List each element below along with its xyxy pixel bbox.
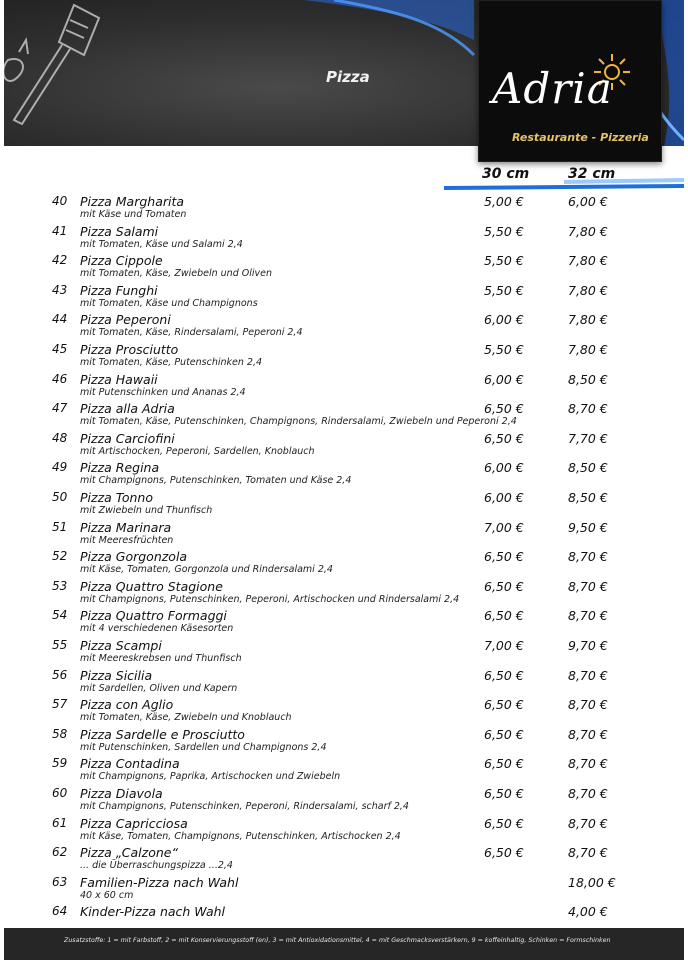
price-30cm: 6,50 € <box>484 608 524 624</box>
menu-item-name: Pizza „Calzone“ <box>80 845 178 861</box>
menu-item-number: 41 <box>52 223 68 238</box>
column-header-30cm: 30 cm <box>482 166 530 182</box>
menu-item-number: 53 <box>52 578 68 593</box>
price-32cm: 8,70 € <box>568 845 608 861</box>
price-30cm: 5,50 € <box>484 253 524 269</box>
menu-item-number: 40 <box>52 194 68 208</box>
menu-item-description: mit Tomaten, Käse, Putenschinken 2,4 <box>80 357 263 368</box>
menu-item-number: 46 <box>52 371 68 386</box>
menu-item-name: Pizza Capricciosa <box>80 815 188 831</box>
price-32cm: 7,80 € <box>568 342 608 357</box>
menu-item-number: 54 <box>52 608 68 623</box>
menu-item-description: mit Käse und Tomaten <box>80 209 187 220</box>
logo-subtitle: Restaurante - Pizzeria <box>512 131 649 144</box>
menu-item-name: Pizza Diavola <box>80 786 163 801</box>
menu-item-description: mit Putenschinken und Ananas 2,4 <box>80 386 246 398</box>
menu-item-name: Pizza Quattro Formaggi <box>80 608 227 624</box>
price-32cm: 8,50 € <box>568 371 608 387</box>
price-30cm: 7,00 € <box>484 638 524 653</box>
price-30cm: 6,50 € <box>484 549 524 565</box>
price-32cm: 7,80 € <box>568 282 608 298</box>
menu-item-description: ... die Überraschungspizza ...2,4 <box>80 860 233 872</box>
menu-item-number: 44 <box>52 312 68 327</box>
menu-item-number: 55 <box>52 638 68 652</box>
menu-item-number: 48 <box>52 430 68 445</box>
price-32cm: 8,70 € <box>568 667 608 683</box>
column-header-32cm: 32 cm <box>568 166 616 182</box>
price-32cm: 8,50 € <box>568 490 608 505</box>
price-30cm: 7,00 € <box>484 519 524 535</box>
menu-item-number: 51 <box>52 519 68 534</box>
price-30cm: 5,00 € <box>484 194 524 209</box>
menu-item-description: mit Käse, Tomaten, Gorgonzola und Rindersalami 2,4 <box>80 564 333 576</box>
price-32cm: 8,70 € <box>568 578 608 594</box>
menu-item-number: 60 <box>52 786 68 800</box>
price-30cm: 6,00 € <box>484 371 524 387</box>
menu-item-description: mit Sardellen, Oliven und Kapern <box>80 682 238 694</box>
price-32cm: 7,80 € <box>568 223 608 239</box>
menu-item-description: mit Käse, Tomaten, Champignons, Putenschinken, Artischocken 2,4 <box>80 830 401 842</box>
menu-page <box>4 0 684 960</box>
menu-item-number: 59 <box>52 756 68 771</box>
menu-item-description: mit Tomaten, Käse und Champignons <box>80 297 258 309</box>
menu-item-name: Pizza Hawaii <box>80 371 158 387</box>
price-32cm: 9,70 € <box>568 638 608 653</box>
menu-item-name: Pizza Regina <box>80 460 160 476</box>
section-title: Pizza <box>326 68 370 86</box>
price-30cm: 6,50 € <box>484 756 524 772</box>
menu-item-description: mit Tomaten, Käse, Putenschinken, Champignons, Rindersalami, Zwiebeln und Peperoni 2,4 <box>80 416 517 428</box>
menu-item-description: mit Putenschinken, Sardellen und Champignons 2,4 <box>80 741 327 753</box>
menu-item-name: Pizza Contadina <box>80 756 180 772</box>
menu-item-name: Pizza Sicilia <box>80 667 153 683</box>
menu-item-name: Pizza Scampi <box>80 638 162 653</box>
logo-wordmark: Adria <box>492 64 613 113</box>
price-30cm: 6,00 € <box>484 460 524 476</box>
menu-item-description: mit Champignons, Putenschinken, Peperoni, Artischocken und Rindersalami 2,4 <box>80 593 460 605</box>
price-32cm: 9,50 € <box>568 519 608 535</box>
price-30cm: 6,50 € <box>484 401 524 417</box>
menu-item-name: Pizza Gorgonzola <box>80 549 188 565</box>
price-32cm: 7,80 € <box>568 253 608 269</box>
price-30cm: 6,50 € <box>484 430 524 446</box>
blue-stripe-decoration <box>444 170 684 190</box>
menu-item-description: mit Artischocken, Peperoni, Sardellen, Knoblauch <box>80 445 315 457</box>
menu-item-name: Pizza Quattro Stagione <box>80 578 223 594</box>
menu-item-description: mit Tomaten, Käse, Zwiebeln und Knoblauch <box>80 712 292 724</box>
price-32cm: 4,00 € <box>568 904 608 920</box>
menu-item-number: 62 <box>52 845 68 860</box>
price-32cm: 8,70 € <box>568 549 608 565</box>
price-30cm: 6,50 € <box>484 726 524 742</box>
chalk-spatula-icon <box>4 0 114 146</box>
menu-item-description: mit 4 verschiedenen Käsesorten <box>80 623 234 635</box>
price-32cm: 7,80 € <box>568 312 608 328</box>
price-30cm: 6,00 € <box>484 312 524 328</box>
menu-item-number: 63 <box>52 874 68 889</box>
price-32cm: 8,70 € <box>568 401 608 417</box>
menu-item-description: mit Tomaten, Käse und Salami 2,4 <box>80 238 243 250</box>
price-30cm: 5,50 € <box>484 342 524 357</box>
price-32cm: 8,70 € <box>568 756 608 772</box>
menu-item-number: 58 <box>52 726 68 741</box>
menu-item-name: Pizza Tonno <box>80 490 153 505</box>
footer-bar <box>4 928 684 960</box>
price-32cm: 6,00 € <box>568 194 608 209</box>
menu-item-name: Pizza Prosciutto <box>80 342 179 357</box>
menu-item-name: Pizza Carciofini <box>80 430 175 446</box>
menu-item-description: 40 x 60 cm <box>80 889 134 901</box>
price-30cm: 6,50 € <box>484 697 524 713</box>
price-32cm: 18,00 € <box>568 874 616 890</box>
price-30cm: 5,50 € <box>484 282 524 298</box>
menu-item-name: Pizza Funghi <box>80 282 158 298</box>
menu-item-description: mit Meereskrebsen und Thunfisch <box>80 653 242 664</box>
menu-item-name: Pizza Cippole <box>80 253 163 269</box>
menu-item-name: Familien-Pizza nach Wahl <box>80 874 239 890</box>
price-30cm: 6,00 € <box>484 490 524 505</box>
price-32cm: 7,70 € <box>568 430 608 446</box>
menu-item-number: 42 <box>52 253 68 268</box>
menu-item-name: Pizza Peperoni <box>80 312 171 328</box>
additives-note: Zusatzstoffe: 1 = mit Farbstoff, 2 = mit Konservierungsstoff (en), 3 = mit Antioxidationsmittel, 4 = mit Geschmacksverstärkern, 9 = koffeinhaltig, Schinken = Formschinken <box>64 937 611 944</box>
menu-item-description: mit Champignons, Paprika, Artischocken und Zwiebeln <box>80 771 341 783</box>
menu-item-name: Pizza Marinara <box>80 519 172 535</box>
menu-item-name: Pizza Salami <box>80 223 159 239</box>
price-32cm: 8,70 € <box>568 697 608 713</box>
menu-item-name: Pizza alla Adria <box>80 401 175 417</box>
menu-item-number: 64 <box>52 904 68 919</box>
menu-item-description: mit Meeresfrüchten <box>80 534 174 546</box>
menu-item-name: Pizza Sardelle e Prosciutto <box>80 726 245 742</box>
menu-item-name: Kinder-Pizza nach Wahl <box>80 904 226 920</box>
menu-item-description: mit Champignons, Putenschinken, Tomaten und Käse 2,4 <box>80 475 352 487</box>
price-32cm: 8,70 € <box>568 815 608 831</box>
menu-item-description: mit Champignons, Putenschinken, Peperoni, Rindersalami, scharf 2,4 <box>80 801 409 812</box>
price-32cm: 8,70 € <box>568 786 608 801</box>
menu-item-number: 47 <box>52 401 68 416</box>
menu-item-number: 57 <box>52 697 68 712</box>
price-30cm: 6,50 € <box>484 815 524 831</box>
menu-item-number: 50 <box>52 490 68 504</box>
price-32cm: 8,70 € <box>568 608 608 624</box>
price-30cm: 6,50 € <box>484 667 524 683</box>
menu-item-number: 56 <box>52 667 68 682</box>
price-30cm: 6,50 € <box>484 786 524 801</box>
menu-item-number: 45 <box>52 342 68 356</box>
price-30cm: 5,50 € <box>484 223 524 239</box>
menu-item-name: Pizza con Aglio <box>80 697 174 713</box>
menu-item-description: mit Tomaten, Käse, Zwiebeln und Oliven <box>80 268 272 280</box>
menu-item-name: Pizza Margharita <box>80 194 185 209</box>
price-30cm: 6,50 € <box>484 845 524 861</box>
price-30cm: 6,50 € <box>484 578 524 594</box>
menu-item-description: mit Zwiebeln und Thunfisch <box>80 505 213 516</box>
menu-item-number: 43 <box>52 282 68 297</box>
price-32cm: 8,70 € <box>568 726 608 742</box>
menu-item-number: 61 <box>52 815 68 830</box>
menu-item-description: mit Tomaten, Käse, Rindersalami, Peperoni 2,4 <box>80 327 303 339</box>
price-32cm: 8,50 € <box>568 460 608 476</box>
menu-item-number: 52 <box>52 549 68 564</box>
menu-item-number: 49 <box>52 460 68 475</box>
